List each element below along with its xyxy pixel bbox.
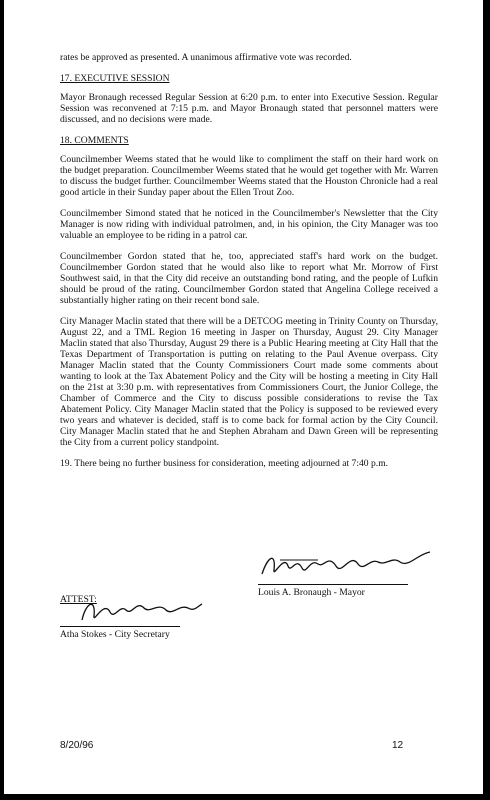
intro-line: rates be approved as presented. A unanimous affirmative vote was recorded. (60, 52, 352, 63)
comment-paragraph: Councilmember Weems stated that he would like to compliment the staff on their hard work on the budget preparation. Councilmember Weems stated that he would get together with Mr. Warren to discuss the budget further. Councilmember Weems stated that the Houston Chronicle had a real good article in their Sunday paper about the Ellen Trout Zoo. (60, 154, 438, 198)
mayor-signature-icon (258, 548, 436, 582)
attest-label: ATTEST: (60, 594, 97, 605)
minutes-body (60, 52, 438, 479)
mayor-caption: Louis A. Bronaugh - Mayor (258, 584, 408, 598)
comment-paragraph: City Manager Maclin stated that there will be a DETCOG meeting in Trinity County on Thursday, August 22, and a TML Region 16 meeting in Jasper on Thursday, August 29. City Manager Maclin stated that also Thursday, August 29 there is a Public Hearing meeting at City Hall that the Texas Department of Transportation is putting on relating to the Paul Avenue overpass. City Manager Maclin stated that the County Commissioners Court made some comments about wanting to look at the Tax Abatement Policy and the City will be hosting a meeting in City Hall on the 21st at 3:30 p.m. with representatives from Commissioners Court, the Junior College, the Chamber of Commerce and the City to discuss possible considerations to revise the Tax Abatement Policy. City Manager Maclin stated that the Policy is supposed to be reviewed every two years and whatever is decided, staff is to come back for formal action by the City Council. City Manager Maclin stated that he and Stephen Abraham and Dawn Green will be representing the City from a current policy standpoint. (60, 316, 438, 448)
section-18-heading: 18. COMMENTS (60, 135, 129, 146)
section-19-text: 19. There being no further business for consideration, meeting adjourned at 7:40 p.m. (60, 458, 389, 469)
mayor-signature-block (258, 548, 438, 598)
attest-block (60, 592, 240, 640)
section-17-heading: 17. EXECUTIVE SESSION (60, 73, 170, 84)
secretary-signature-icon (76, 592, 206, 626)
page-number: 12 (392, 740, 404, 751)
footer-date: 8/20/96 (60, 740, 94, 751)
secretary-caption: Atha Stokes - City Secretary (60, 626, 180, 640)
comment-paragraph: Councilmember Simond stated that he noticed in the Councilmember's Newsletter that the City Manager is now riding with individual patrolmen, and, in his opinion, the City Manager was too valuable an employee to be riding in a patrol car. (60, 208, 438, 241)
section-17-text: Mayor Bronaugh recessed Regular Session at 6:20 p.m. to enter into Executive Session. Regular Session was reconvened at 7:15 p.m. and Mayor Bronaugh stated that personnel matters were discussed, and no decisions were made. (60, 92, 438, 125)
comment-paragraph: Councilmember Gordon stated that he, too, appreciated staff's hard work on the budget. Councilmember Gordon stated that he would also like to report what Mr. Morrow of First Southwest said, in that the City did receive an outstanding bond rating, and the people of Lufkin should be proud of the rating. Councilmember Gordon stated that Angelina College received a substantially higher rating on their recent bond sale. (60, 251, 438, 306)
